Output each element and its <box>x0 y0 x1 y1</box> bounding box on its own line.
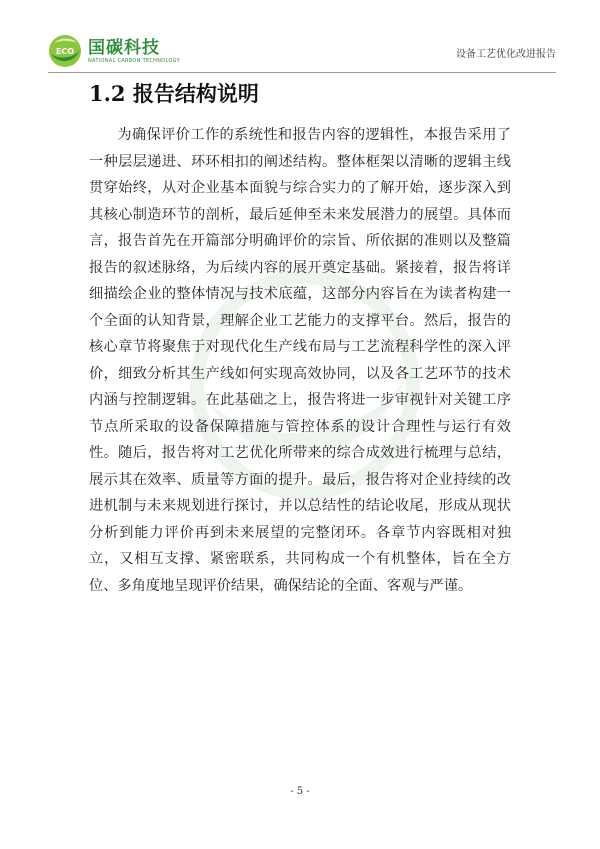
body-paragraph: 为确保评价工作的系统性和报告内容的逻辑性，本报告采用了一种层层递进、环环相扣的阐述结构。整体框架以清晰的逻辑主线贯穿始终，从对企业基本面貌与综合实力的了解开始，逐步深入到其核心制造环节的剖析，最后延伸至未来发展潜力的展望。具体而言，报告首先在开篇部分明确评价的宗旨、所依据的准则以及整篇报告的叙述脉络，为后续内容的展开奠定基础。紧接着，报告将详细描绘企业的整体情况与技术底蕴，这部分内容旨在为读者构建一个全面的认知背景，理解企业工艺能力的支撑平台。然后，报告的核心章节将聚焦于对现代化生产线布局与工艺流程科学性的深入评价，细致分析其生产线如何实现高效协同，以及各工艺环节的技术内涵与控制逻辑。在此基础之上，报告将进一步审视针对关键工序节点所采取的设备保障措施与管控体系的设计合理性与运行有效性。随后，报告将对工艺优化所带来的综合成效进行梳理与总结，展示其在效率、质量等方面的提升。最后，报告将对企业持续的改进机制与未来规划进行探讨，并以总结性的结论收尾，形成从现状分析到能力评价再到未来展望的完整闭环。各章节内容既相对独立，又相互支撑、紧密联系，共同构成一个有机整体，旨在全方位、多角度地呈现评价结果，确保结论的全面、客观与严谨。 <box>89 127 511 594</box>
page-header <box>48 34 556 68</box>
company-logo <box>48 34 180 68</box>
svg-text:ECO: ECO <box>55 47 75 56</box>
logo-chinese-name: 国碳科技 <box>88 37 160 58</box>
eco-leaf-logo-icon <box>48 34 82 68</box>
report-title: 设备工艺优化改进报告 <box>456 49 556 60</box>
section-heading: 1.2 报告结构说明 <box>89 81 259 106</box>
logo-english-name: NATIONAL CARBON TECHNOLOGY <box>88 57 180 64</box>
header-divider <box>48 72 556 73</box>
page-number: - 5 - <box>290 786 310 797</box>
